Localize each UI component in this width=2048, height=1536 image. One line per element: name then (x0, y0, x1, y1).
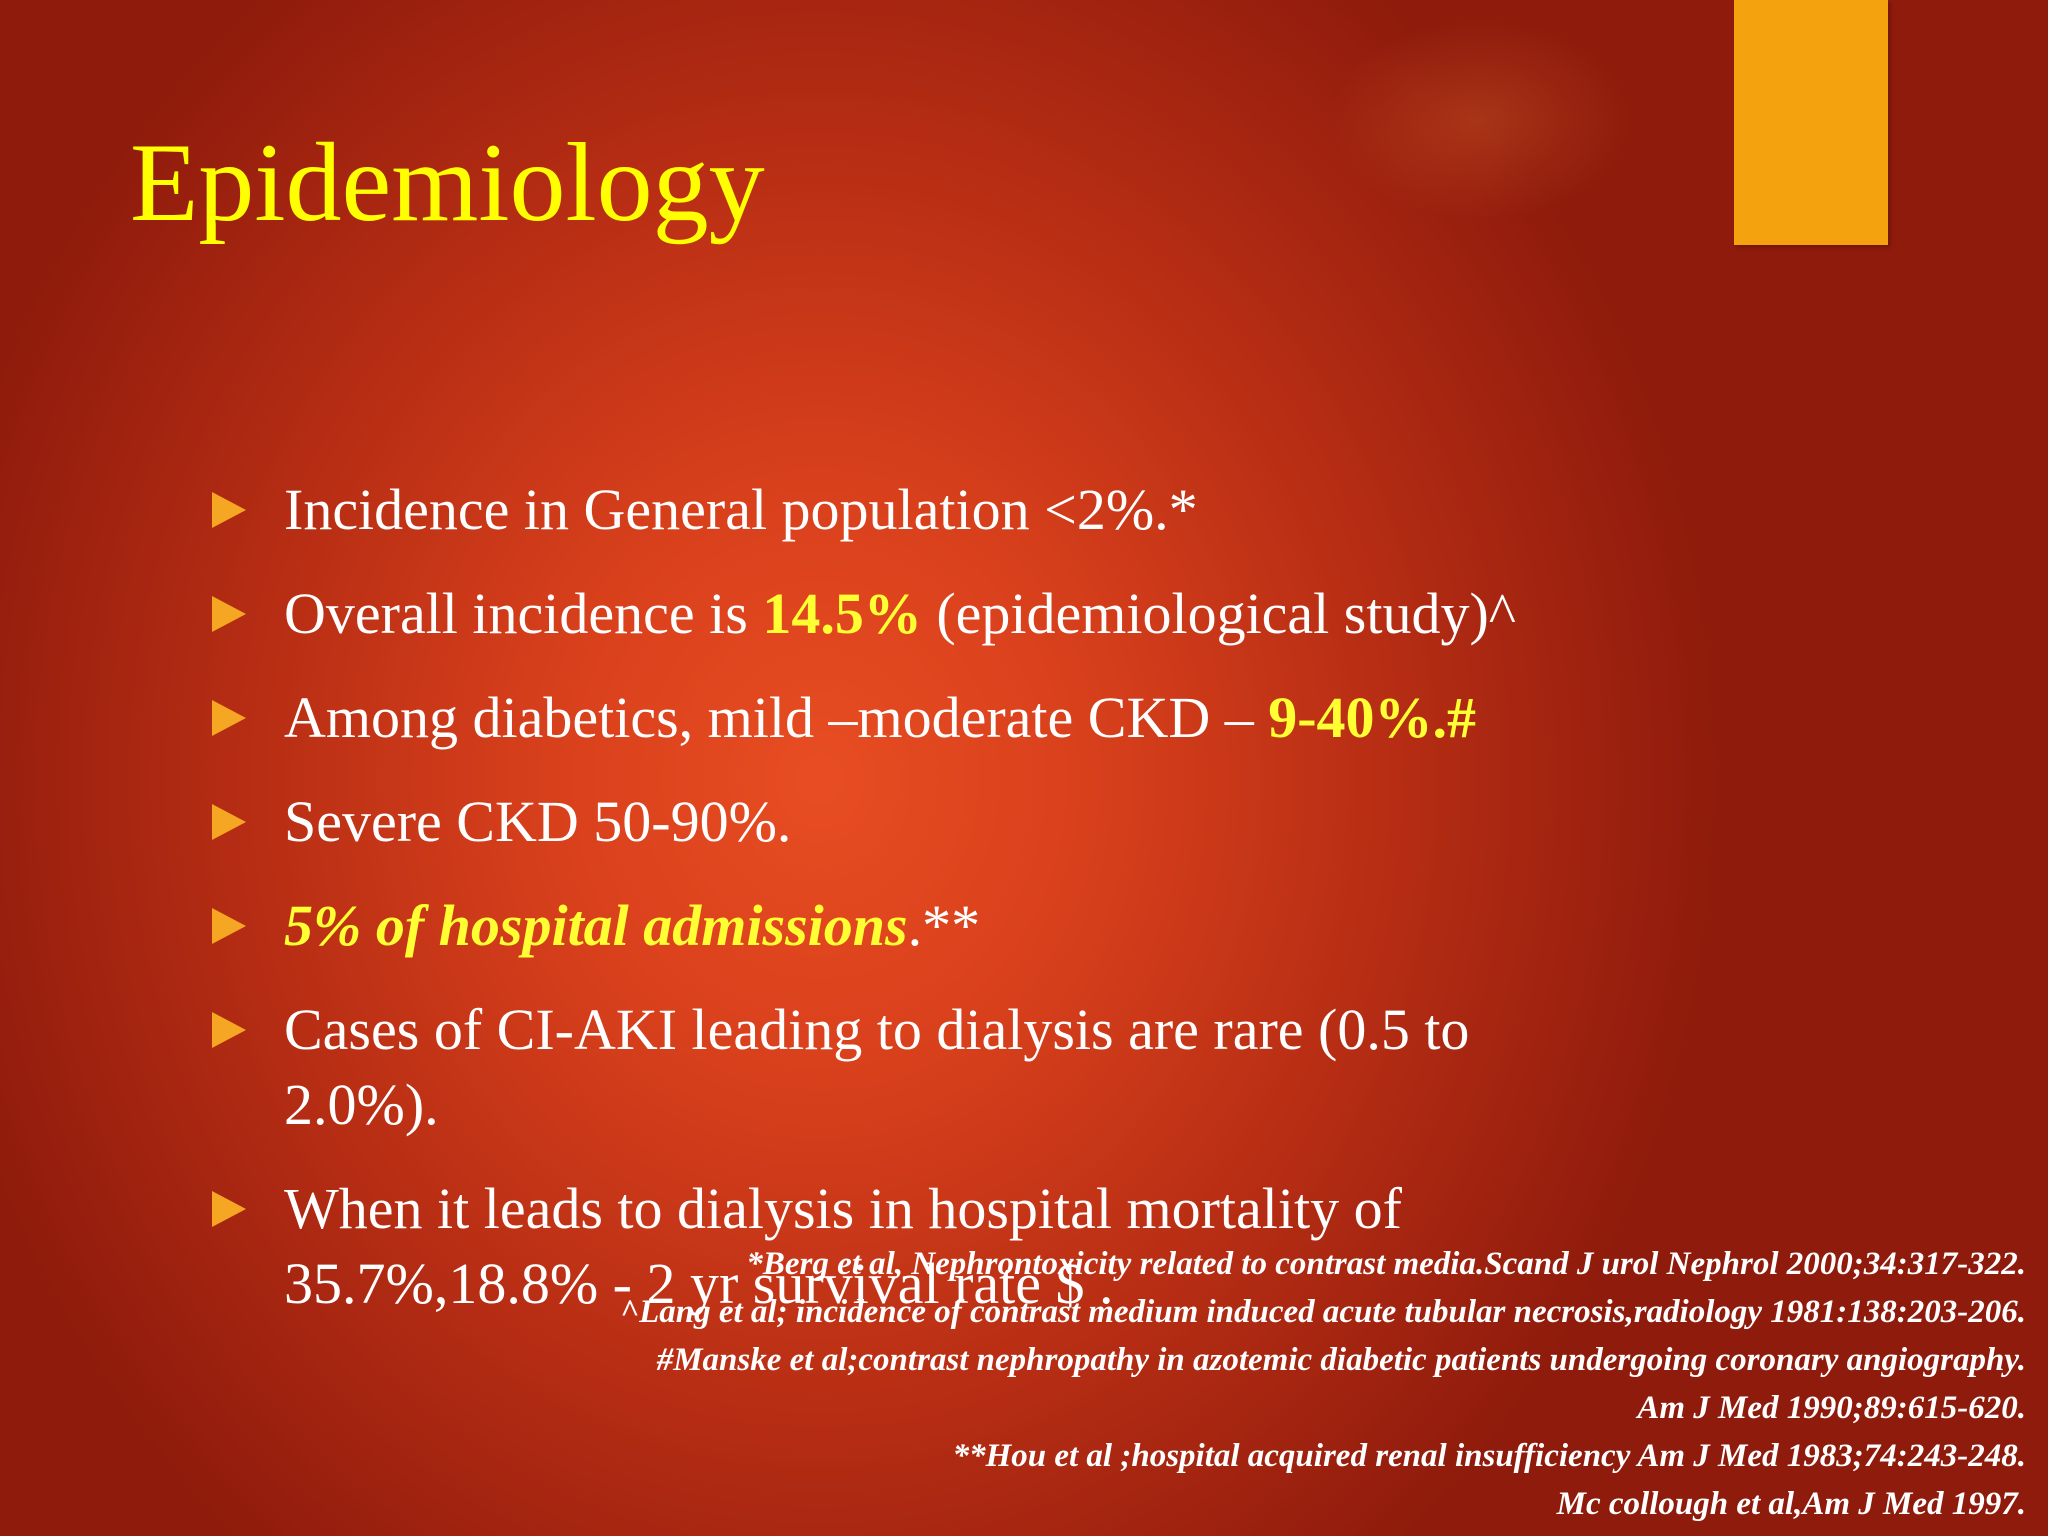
bullet-item (208, 472, 1628, 547)
triangle-right-icon (212, 804, 246, 840)
bullet-text: (epidemiological study)^ (921, 581, 1517, 646)
accent-bar (1734, 0, 1888, 245)
bullet-item (208, 992, 1628, 1142)
triangle-right-icon (212, 492, 246, 528)
triangle-right-icon (212, 1191, 246, 1227)
bullet-text: Incidence in General population <2%.* (284, 477, 1198, 542)
highlighted-text: 9-40%.# (1268, 685, 1477, 750)
bullet-text: Cases of CI-AKI leading to dialysis are rare (0.5 to 2.0%). (284, 997, 1470, 1137)
background-glow (1330, 20, 1630, 220)
highlighted-text: 5% of hospital admissions (284, 893, 908, 958)
triangle-right-icon (212, 908, 246, 944)
reference-line: **Hou et al ;hospital acquired renal insufficiency Am J Med 1983;74:243-248. (952, 1438, 2026, 1474)
bullet-text: Overall incidence is (284, 581, 763, 646)
reference-line: *Berg et al, Nephrontoxicity related to contrast media.Scand J urol Nephrol 2000;34:317-322. (746, 1246, 2026, 1282)
bullet-text: Severe CKD 50-90%. (284, 789, 792, 854)
bullet-list (208, 472, 1628, 1350)
triangle-right-icon (212, 700, 246, 736)
bullet-text: When it leads to dialysis in hospital mortality of 35.7%,18.8% - 2 yr survival rate $ . (284, 1176, 1402, 1316)
highlighted-text: 14.5% (762, 581, 922, 646)
reference-line: #Manske et al;contrast nephropathy in azotemic diabetic patients undergoing coronary angiography. (656, 1342, 2026, 1378)
bullet-text: .** (907, 893, 981, 958)
triangle-right-icon (212, 596, 246, 632)
bullet-item (208, 888, 1628, 963)
bullet-item (208, 576, 1628, 651)
references-footnote (266, 1240, 2026, 1528)
reference-line: ^Lang et al; incidence of contrast medium induced acute tubular necrosis,radiology 1981:138:203-206. (620, 1294, 2026, 1330)
bullet-item (208, 784, 1628, 859)
triangle-right-icon (212, 1012, 246, 1048)
bullet-item (208, 680, 1628, 755)
slide-title: Epidemiology (130, 121, 765, 245)
reference-line: Mc collough et al,Am J Med 1997. (1556, 1486, 2026, 1522)
bullet-text: Among diabetics, mild –moderate CKD – (284, 685, 1269, 750)
reference-line: Am J Med 1990;89:615-620. (1637, 1390, 2026, 1426)
